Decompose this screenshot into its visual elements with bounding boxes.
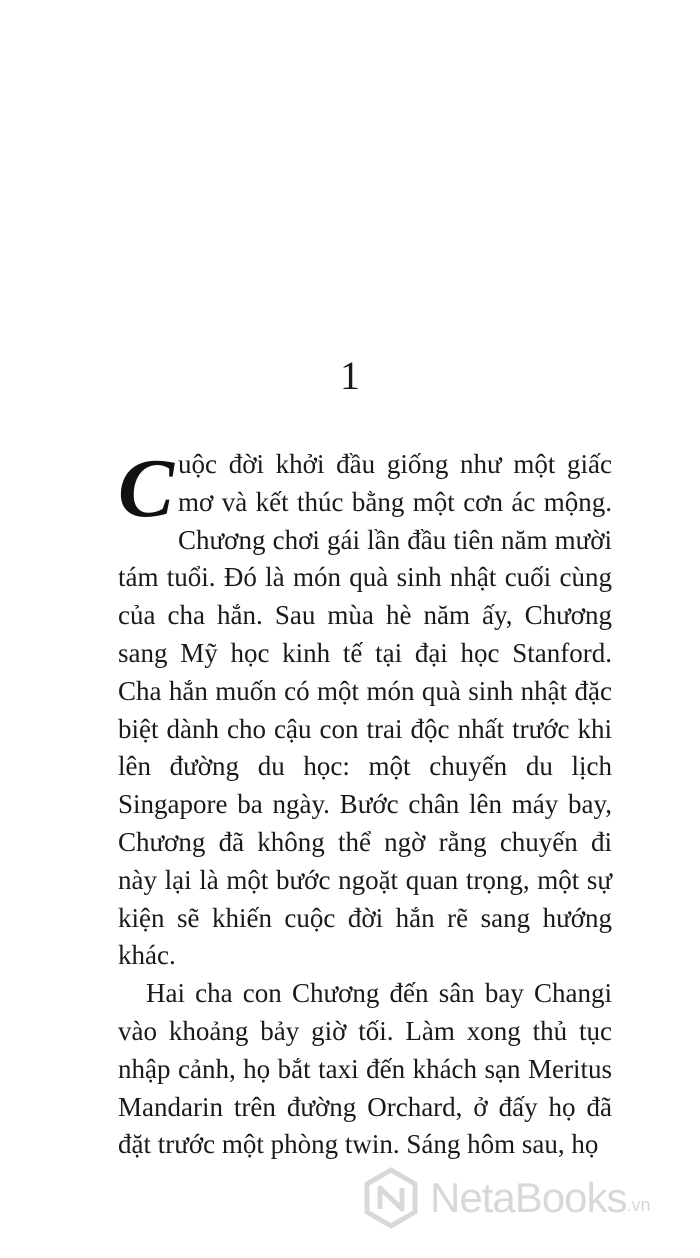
watermark-brand: NetaBooks [430, 1174, 627, 1221]
chapter-number: 1 [340, 353, 360, 398]
paragraph-2: Hai cha con Chương đến sân bay Changi vào khoảng bảy giờ tối. Làm xong thủ tục nhập cảnh, họ bắt taxi đến khách sạn Meritus Mandarin trên đường Orchard, ở đấy họ đã đặt trước một phòng twin. Sáng hôm sau, họ [118, 978, 612, 1160]
watermark-tld: .vn [626, 1194, 651, 1215]
watermark [360, 1158, 700, 1238]
netabooks-logo-icon [360, 1167, 422, 1229]
body-text [118, 442, 612, 1164]
paragraph-1 [118, 442, 612, 975]
drop-cap: C [118, 442, 175, 535]
paragraph-1-text: uộc đời khởi đầu giống như một giấc mơ và kết thúc bằng một cơn ác mộng. Chương chơi gái lần đầu tiên năm mười tám tuổi. Đó là món quà sinh nhật cuối cùng của cha hắn. Sau mùa hè năm ấy, Chương sang Mỹ học kinh tế tại đại học Stanford. Cha hắn muốn có một món quà sinh nhật đặc biệt dành cho cậu con trai độc nhất trước khi lên đường du học: một chuyến du lịch Singapore ba ngày. Bước chân lên máy bay, Chương đã không thể ngờ rằng chuyến đi này lại là một bước ngoặt quan trọng, một sự kiện sẽ khiến cuộc đời hắn rẽ sang hướng khác. [118, 449, 612, 971]
